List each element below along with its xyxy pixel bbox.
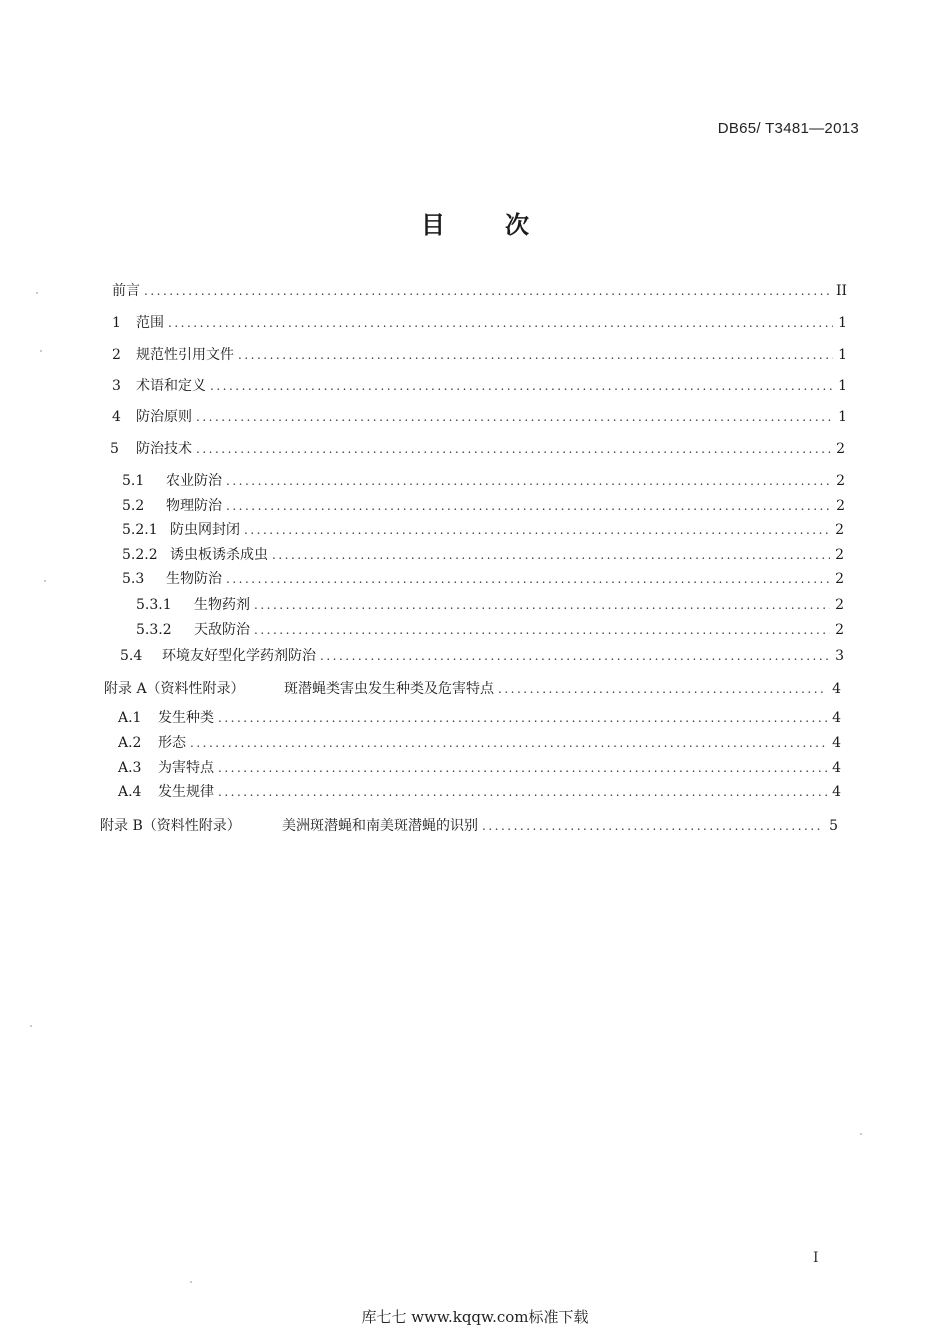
scan-speck bbox=[36, 292, 38, 294]
title-char-2: 次 bbox=[505, 211, 529, 239]
toc-number: 3 bbox=[112, 378, 121, 394]
toc-row[interactable] bbox=[118, 783, 841, 801]
toc-leader bbox=[498, 680, 827, 698]
toc-leader bbox=[218, 759, 827, 777]
toc-label: 天敌防治 bbox=[194, 622, 250, 638]
toc-label: 规范性引用文件 bbox=[136, 347, 234, 363]
toc-number: 附录 A（资料性附录） bbox=[104, 681, 245, 697]
toc-leader bbox=[226, 497, 831, 515]
toc-page: 2 bbox=[835, 547, 844, 563]
toc-row[interactable] bbox=[112, 282, 847, 300]
toc-row[interactable] bbox=[136, 621, 844, 639]
scan-speck bbox=[44, 580, 46, 582]
toc-number: A.1 bbox=[118, 710, 142, 726]
toc-number: 5.2.1 bbox=[122, 522, 158, 538]
toc-number: 5.3.2 bbox=[136, 622, 172, 638]
toc-label: 诱虫板诱杀成虫 bbox=[170, 547, 268, 563]
toc-number: 2 bbox=[112, 347, 121, 363]
toc-page: 4 bbox=[832, 760, 841, 776]
toc-page: 1 bbox=[838, 409, 847, 425]
toc-leader bbox=[144, 282, 832, 300]
toc-number: A.2 bbox=[118, 735, 142, 751]
toc-number: A.4 bbox=[118, 784, 142, 800]
toc-leader bbox=[254, 621, 830, 639]
title-char-1: 目 bbox=[421, 211, 445, 239]
toc-leader bbox=[218, 783, 827, 801]
toc-page: 2 bbox=[835, 522, 844, 538]
toc-page: 2 bbox=[836, 473, 845, 489]
toc-number: 4 bbox=[112, 409, 121, 425]
toc-page: 1 bbox=[838, 378, 847, 394]
toc-row[interactable] bbox=[112, 346, 847, 364]
toc-leader bbox=[190, 734, 827, 752]
toc-page: 2 bbox=[835, 571, 844, 587]
toc-page: 4 bbox=[832, 710, 841, 726]
toc-row[interactable] bbox=[100, 817, 838, 835]
toc-leader bbox=[254, 596, 830, 614]
scan-speck bbox=[40, 350, 42, 352]
page-title bbox=[0, 205, 950, 240]
toc-row[interactable] bbox=[118, 759, 841, 777]
toc-leader bbox=[218, 709, 827, 727]
scan-speck bbox=[190, 1281, 192, 1283]
toc-page: 1 bbox=[838, 347, 847, 363]
toc-leader bbox=[210, 377, 833, 395]
toc-number: 5.2.2 bbox=[122, 547, 158, 563]
toc-label: 防治原则 bbox=[136, 409, 192, 425]
toc-leader bbox=[226, 570, 830, 588]
toc-number: 5.4 bbox=[120, 648, 143, 664]
toc-row[interactable] bbox=[136, 596, 844, 614]
scan-speck bbox=[30, 1025, 32, 1027]
toc-label: 前言 bbox=[112, 283, 140, 299]
toc-label: 生物药剂 bbox=[194, 597, 250, 613]
toc-label: 范围 bbox=[136, 315, 164, 331]
toc-label: 防治技术 bbox=[136, 441, 192, 457]
toc-label: 生物防治 bbox=[166, 571, 222, 587]
toc-row[interactable] bbox=[122, 521, 844, 539]
toc-page: 2 bbox=[835, 597, 844, 613]
toc-page: 3 bbox=[835, 648, 844, 664]
toc-label: 斑潜蝇类害虫发生种类及危害特点 bbox=[284, 681, 494, 697]
toc-leader bbox=[244, 521, 830, 539]
toc-label: 为害特点 bbox=[158, 760, 214, 776]
toc-row[interactable] bbox=[122, 472, 845, 490]
toc-label: 环境友好型化学药剂防治 bbox=[162, 648, 316, 664]
toc-page: 1 bbox=[838, 315, 847, 331]
toc-leader bbox=[482, 817, 824, 835]
toc-label: 发生规律 bbox=[158, 784, 214, 800]
toc-number: 附录 B（资料性附录） bbox=[100, 818, 241, 834]
toc-page: 4 bbox=[832, 735, 841, 751]
toc-row[interactable] bbox=[118, 734, 841, 752]
page-number: I bbox=[813, 1250, 819, 1266]
toc-label: 防虫网封闭 bbox=[170, 522, 240, 538]
toc-leader bbox=[226, 472, 831, 490]
toc-number: 5.2 bbox=[122, 498, 145, 514]
toc-row[interactable] bbox=[122, 570, 844, 588]
scan-speck bbox=[860, 1133, 862, 1135]
toc-label: 农业防治 bbox=[166, 473, 222, 489]
toc-leader bbox=[168, 314, 833, 332]
toc-leader bbox=[238, 346, 833, 364]
toc-number: A.3 bbox=[118, 760, 142, 776]
toc-page: 4 bbox=[832, 681, 841, 697]
toc-row[interactable] bbox=[122, 497, 845, 515]
toc-row[interactable] bbox=[112, 314, 847, 332]
toc-number: 5.1 bbox=[122, 473, 145, 489]
toc-row[interactable] bbox=[120, 647, 844, 665]
toc-row[interactable] bbox=[112, 377, 847, 395]
toc-label: 发生种类 bbox=[158, 710, 214, 726]
toc-label: 形态 bbox=[158, 735, 186, 751]
toc-page: 2 bbox=[835, 622, 844, 638]
toc-page: 5 bbox=[829, 818, 838, 834]
toc-row[interactable] bbox=[122, 546, 844, 564]
toc-page: II bbox=[835, 283, 847, 299]
toc-leader bbox=[320, 647, 830, 665]
standard-code: DB65/ T3481—2013 bbox=[717, 120, 859, 137]
toc-page: 2 bbox=[836, 498, 845, 514]
toc-number: 1 bbox=[112, 315, 121, 331]
toc-row[interactable] bbox=[118, 709, 841, 727]
toc-row[interactable] bbox=[112, 408, 847, 426]
toc-number: 5 bbox=[110, 441, 119, 457]
toc-leader bbox=[196, 408, 833, 426]
toc-leader bbox=[196, 440, 831, 458]
download-watermark: 库七七 www.kqqw.com标准下载 bbox=[361, 1308, 589, 1326]
toc-row[interactable] bbox=[110, 440, 845, 458]
toc-label: 物理防治 bbox=[166, 498, 222, 514]
toc-number: 5.3.1 bbox=[136, 597, 172, 613]
toc-number: 5.3 bbox=[122, 571, 145, 587]
toc-label: 术语和定义 bbox=[136, 378, 206, 394]
toc-leader bbox=[272, 546, 830, 564]
toc-label: 美洲斑潜蝇和南美斑潜蝇的识别 bbox=[282, 818, 478, 834]
toc-page: 4 bbox=[832, 784, 841, 800]
toc-page: 2 bbox=[836, 441, 845, 457]
toc-row[interactable] bbox=[104, 680, 841, 698]
